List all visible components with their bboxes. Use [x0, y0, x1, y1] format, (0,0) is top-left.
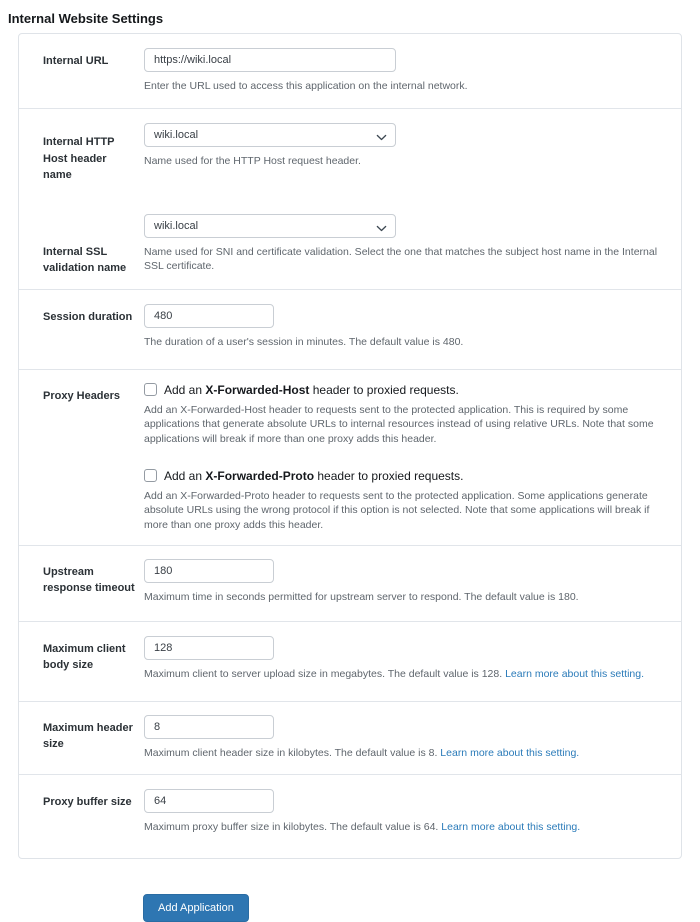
- section-proxy-buffer-size: [19, 775, 681, 858]
- ssl-validation-select[interactable]: [144, 214, 396, 238]
- x-forwarded-proto-row: [144, 469, 673, 483]
- proxy-buffer-size-help: Maximum proxy buffer size in kilobytes. The default value is 64. Learn more about this setting.: [144, 820, 581, 833]
- session-duration-input[interactable]: [144, 304, 274, 328]
- x-forwarded-proto-label: Add an X-Forwarded-Proto header to proxied requests.: [164, 468, 464, 483]
- max-header-size-help: Maximum client header size in kilobytes. The default value is 8. Learn more about this setting.: [144, 746, 580, 759]
- upstream-timeout-input[interactable]: [144, 559, 274, 583]
- internal-url-label: Internal URL: [43, 55, 109, 67]
- ssl-validation-help: Name used for SNI and certificate validation. Select the one that matches the subject host name in the Internal SSL certificate.: [144, 246, 658, 273]
- x-forwarded-proto-checkbox[interactable]: [144, 469, 157, 482]
- session-duration-label: Session duration: [43, 310, 133, 323]
- max-header-size-label: Maximum header size: [43, 721, 133, 751]
- section-internal-url: [19, 34, 681, 109]
- x-forwarded-host-label: Add an X-Forwarded-Host header to proxied requests.: [164, 382, 459, 397]
- proxy-headers-label: Proxy Headers: [43, 389, 121, 402]
- max-body-size-learn-more-link[interactable]: Learn more about this setting.: [505, 667, 644, 680]
- x-forwarded-host-help: Add an X-Forwarded-Host header to requests sent to the protected application. This is required by some applications that generate absolute URLs to internal resources instead of using relative URLs. Note that some applications will break if more than one proxy adds this header.: [144, 403, 654, 445]
- internal-url-help: Enter the URL used to access this application on the internal network.: [144, 80, 468, 92]
- max-body-size-help: Maximum client to server upload size in megabytes. The default value is 128. Learn more about this setting.: [144, 667, 644, 680]
- x-forwarded-host-checkbox[interactable]: [144, 383, 157, 396]
- proxy-buffer-size-input[interactable]: [144, 789, 274, 813]
- section-max-body-size: [19, 622, 681, 702]
- session-duration-help: The duration of a user's session in minutes. The default value is 480.: [144, 335, 464, 348]
- ssl-validation-label: Internal SSL validation name: [43, 245, 127, 274]
- page-title: Internal Website Settings: [8, 11, 164, 26]
- upstream-timeout-help: Maximum time in seconds permitted for upstream server to respond. The default value is 180.: [144, 590, 579, 603]
- http-host-help: Name used for the HTTP Host request header.: [144, 155, 361, 167]
- section-host-and-ssl: [19, 109, 681, 290]
- section-proxy-headers: [19, 370, 681, 546]
- max-body-size-label: Maximum client body size: [43, 642, 126, 672]
- add-application-button[interactable]: Add Application: [143, 894, 249, 922]
- max-header-size-input[interactable]: [144, 715, 274, 739]
- section-upstream-timeout: [19, 546, 681, 622]
- http-host-label: Internal HTTP Host header name: [43, 136, 115, 181]
- x-forwarded-host-row: [144, 383, 673, 397]
- settings-panel: [18, 33, 682, 859]
- internal-url-input[interactable]: [144, 48, 396, 72]
- section-session-duration: [19, 290, 681, 370]
- max-body-size-input[interactable]: [144, 636, 274, 660]
- proxy-buffer-size-label: Proxy buffer size: [43, 795, 132, 808]
- proxy-buffer-size-learn-more-link[interactable]: Learn more about this setting.: [441, 820, 581, 833]
- x-forwarded-proto-help: Add an X-Forwarded-Proto header to requests sent to the protected application. Some applications generate absolute URLs using the wrong protocol if this option is not selected. Note that some applications will break if more than one proxy adds this header.: [144, 489, 650, 531]
- max-header-size-learn-more-link[interactable]: Learn more about this setting.: [440, 746, 580, 759]
- section-max-header-size: [19, 702, 681, 775]
- http-host-select[interactable]: [144, 123, 396, 147]
- upstream-timeout-label: Upstream response timeout: [43, 565, 135, 595]
